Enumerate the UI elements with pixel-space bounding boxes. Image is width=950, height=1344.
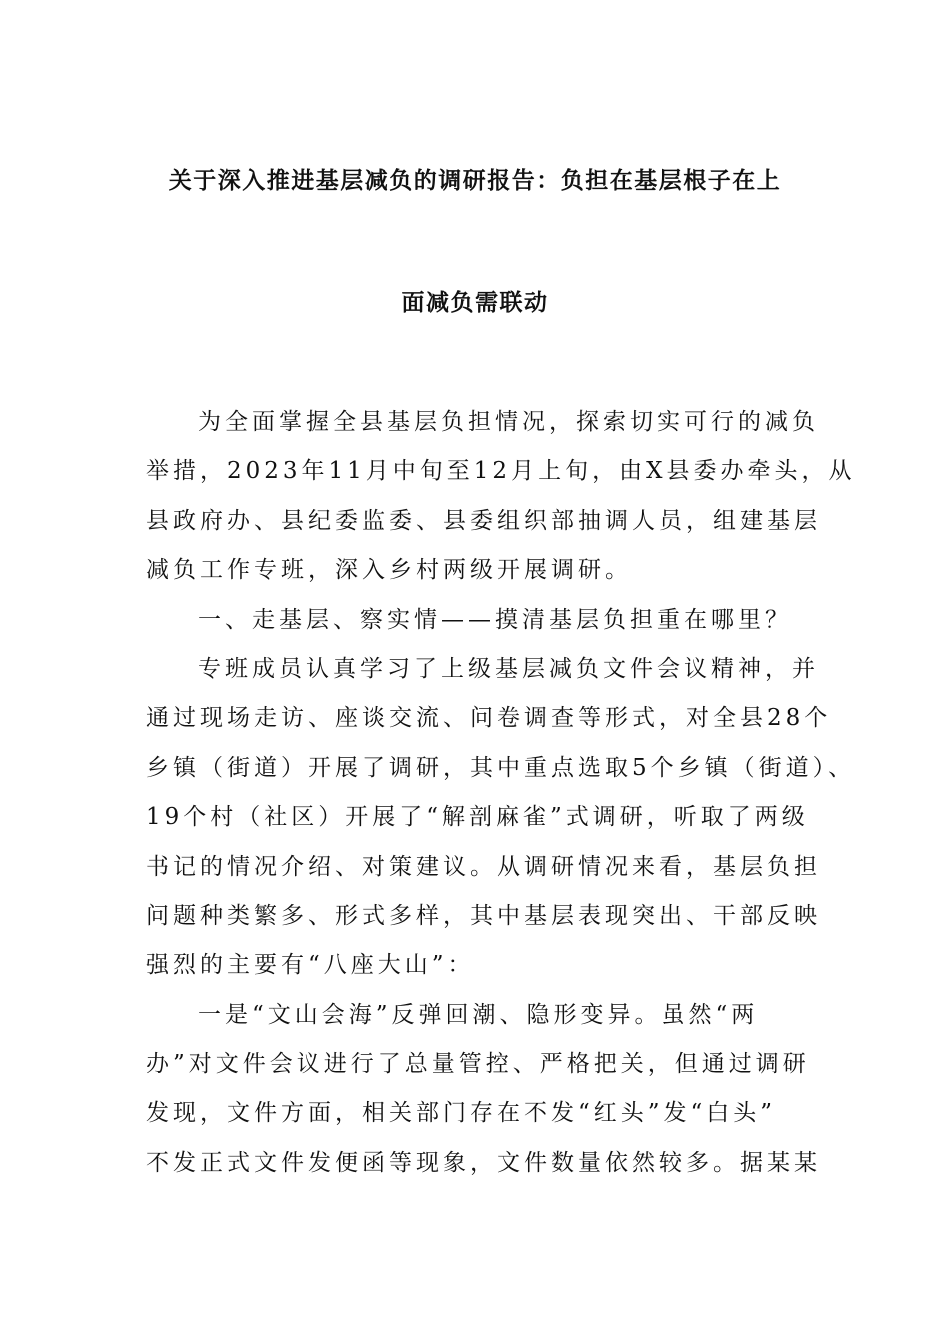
body-text-line: 一、走基层、察实情——摸清基层负担重在哪里？ <box>198 606 792 633</box>
body-text-line: 一是“文山会海”反弹回潮、隐形变异。虽然“两 <box>198 1001 759 1028</box>
body-text-line: 减负工作专班，深入乡村两级开展调研。 <box>146 557 632 584</box>
body-text-line: 强烈的主要有“八座大山”： <box>146 952 475 979</box>
body-text-line: 通过现场走访、座谈交流、问卷调查等形式，对全县28个 <box>146 705 832 732</box>
body-text-line: 19个村（社区）开展了“解剖麻雀”式调研，听取了两级 <box>146 804 809 831</box>
document-title-line-2: 面减负需联动 <box>401 290 549 316</box>
body-text-line: 不发正式文件发便函等现象，文件数量依然较多。据某某 <box>146 1149 821 1176</box>
body-text-line: 县政府办、县纪委监委、县委组织部抽调人员，组建基层 <box>146 507 821 534</box>
body-text-line: 乡镇（街道）开展了调研，其中重点选取5个乡镇（街道）、 <box>146 754 856 781</box>
document-body <box>146 398 856 1188</box>
body-text-line: 专班成员认真学习了上级基层减负文件会议精神，并 <box>198 655 819 682</box>
body-text-line: 为全面掌握全县基层负担情况，探索切实可行的减负 <box>198 409 819 435</box>
document-title-line-1: 关于深入推进基层减负的调研报告：负担在基层根子在上 <box>168 168 782 194</box>
body-text-line: 书记的情况介绍、对策建议。从调研情况来看，基层负担 <box>146 853 821 880</box>
body-text-line: 问题种类繁多、形式多样，其中基层表现突出、干部反映 <box>146 902 821 929</box>
body-text-line: 发现，文件方面，相关部门存在不发“红头”发“白头” <box>146 1100 777 1127</box>
body-text-line: 办”对文件会议进行了总量管控、严格把关，但通过调研 <box>146 1051 810 1078</box>
body-text-line: 举措，2023年11月中旬至12月上旬，由X县委办牵头，从 <box>146 458 856 485</box>
